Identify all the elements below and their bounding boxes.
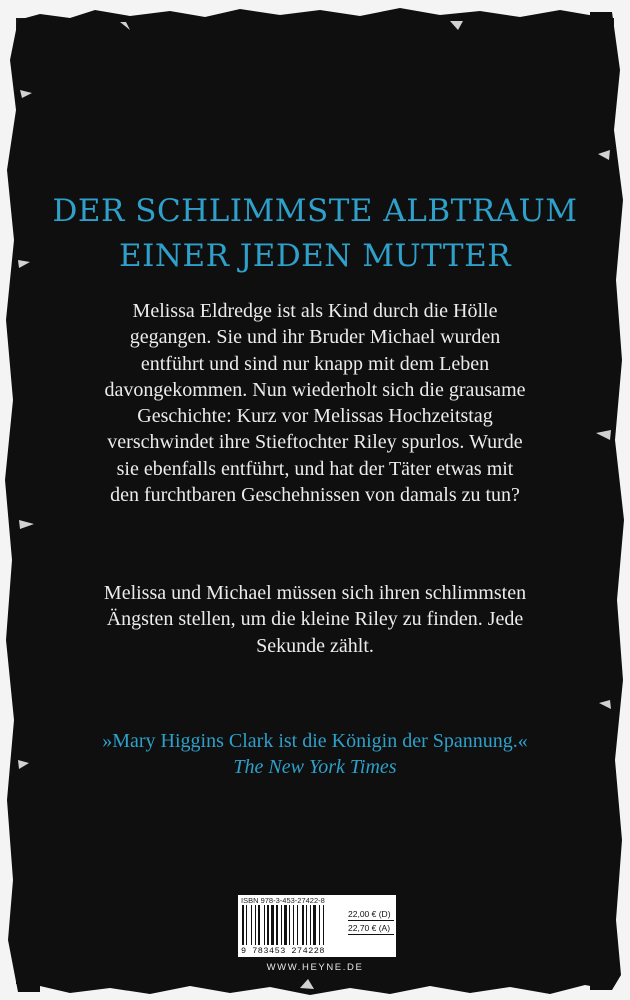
quote-source: The New York Times [233,756,397,779]
publisher-website: WWW.HEYNE.DE [266,962,364,973]
price-austria: 22,70 € (A) [348,923,394,935]
barcode-icon [242,905,344,945]
price-germany: 22,00 € (D) [348,909,394,921]
headline-line-1: DER SCHLIMMSTE ALBTRAUM [52,193,578,229]
blurb-paragraph-2: Melissa und Michael müssen sich ihren schlimmsten Ängsten stellen, um die kleine Riley zu finden. Jede Sekunde zählt. [103,582,527,657]
barcode-digits: 9 783453 274228 [241,946,326,956]
blurb-paragraph-1: Melissa Eldredge ist als Kind durch die Hölle gegangen. Sie und ihr Bruder Michael wurden entführt und sind nur knapp mit dem Leben davongekommen. Nun wiederholt sich die grausame Geschichte: Kurz vor Melissas Hochzeitstag verschwindet ihre Stieftochter Riley spurlos. Wurde sie ebenfalls entführt, und hat der Täter etwas mit den furchtbaren Geschehnissen von damals zu tun? [104,300,526,507]
barcode-label [238,895,396,957]
quote-text: »Mary Higgins Clark ist die Königin der Spannung.« [102,730,528,752]
press-quote [100,728,530,781]
headline-line-2: EINER JEDEN MUTTER [118,238,512,274]
price-block [348,909,394,937]
isbn-text: ISBN 978-3-453-27422-8 [241,896,325,905]
